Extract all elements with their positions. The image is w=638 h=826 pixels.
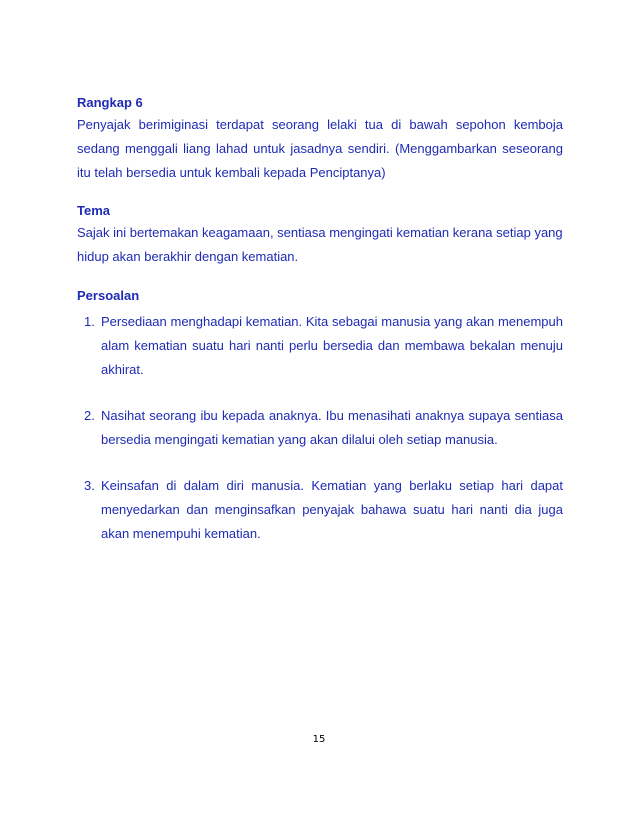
rangkap-heading: Rangkap 6 xyxy=(77,95,143,110)
tema-line-2: hidup akan berakhir dengan kematian. xyxy=(77,249,299,264)
persoalan-heading: Persoalan xyxy=(77,288,140,303)
tema-line-1: Sajak ini bertemakan keagamaan, sentiasa mengingati kematian kerana setiap yang xyxy=(77,225,563,240)
list-item xyxy=(77,310,563,382)
list-item-text: Persediaan menghadapi kematian. Kita sebagai manusia yang akan menempuh alam kematian suatu hari nanti perlu bersedia dan membawa bekalan menuju akhirat. xyxy=(101,314,563,377)
tema-body xyxy=(77,221,563,269)
list-item-text: Keinsafan di dalam diri manusia. Kematian yang berlaku setiap hari dapat menyedarkan dan menginsafkan penyajak bahawa suatu hari nanti dia juga akan menempuhi kematian. xyxy=(101,478,563,541)
list-item-number: 3. xyxy=(84,478,95,493)
list-item xyxy=(77,474,563,546)
page-number: 15 xyxy=(312,734,326,745)
persoalan-list xyxy=(77,310,563,546)
tema-heading: Tema xyxy=(77,203,110,218)
list-item xyxy=(77,404,563,452)
list-item-text: Nasihat seorang ibu kepada anaknya. Ibu menasihati anaknya supaya sentiasa bersedia mengingati kematian yang akan dilalui oleh setiap manusia. xyxy=(101,408,563,447)
rangkap-body: Penyajak berimiginasi terdapat seorang lelaki tua di bawah sepohon kemboja sedang menggali liang lahad untuk jasadnya sendiri. (Menggambarkan seseorang itu telah bersedia untuk kembali kepada Penciptanya) xyxy=(77,117,563,180)
section-persoalan xyxy=(77,288,563,546)
section-tema xyxy=(77,203,563,269)
section-rangkap xyxy=(77,95,563,185)
list-item-number: 2. xyxy=(84,408,95,423)
list-item-number: 1. xyxy=(84,314,95,329)
